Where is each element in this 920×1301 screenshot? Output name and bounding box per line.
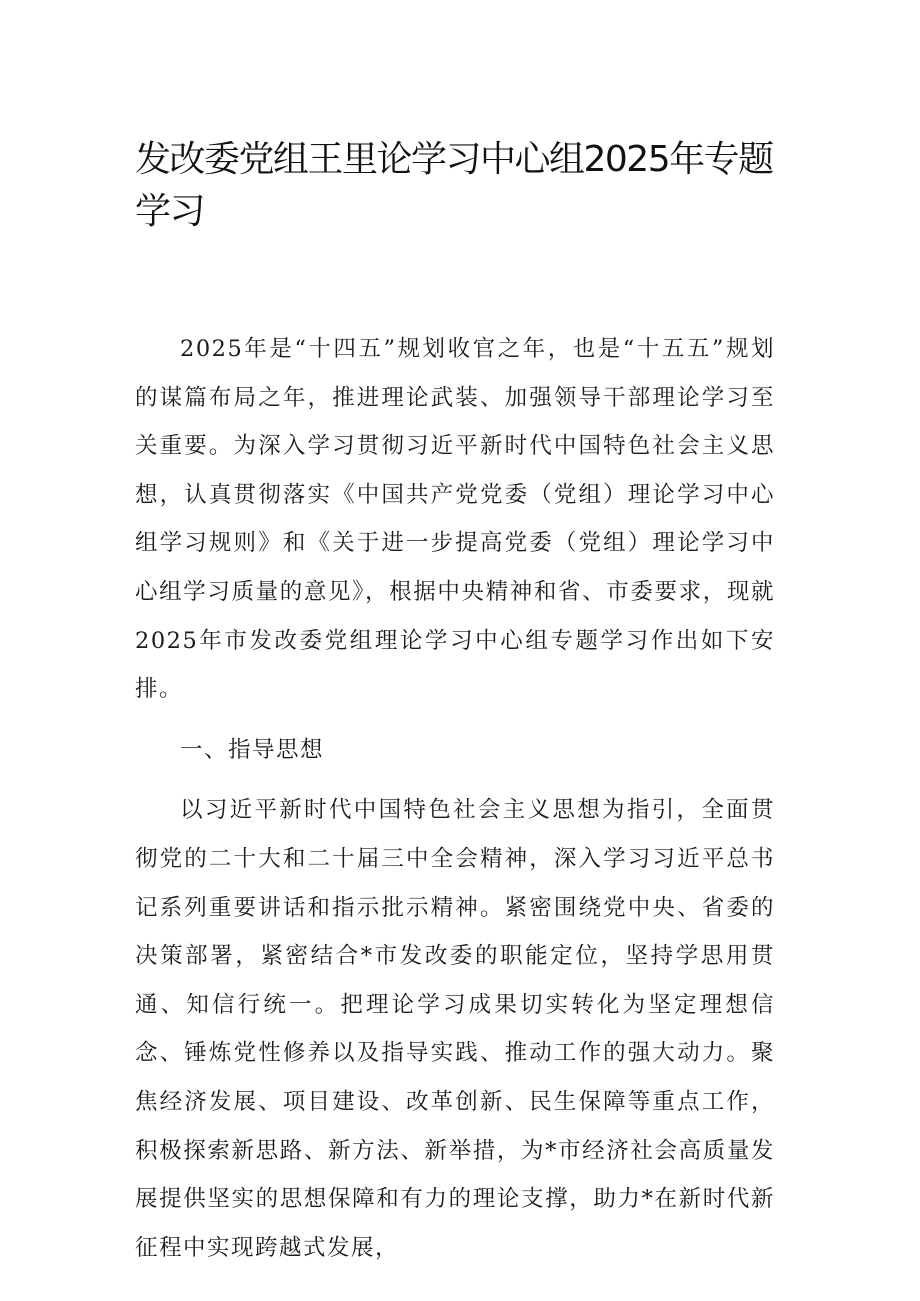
section-heading-guiding-ideology: 一、指导思想 bbox=[180, 736, 325, 763]
document-title: 发改委党组王里论学习中心组2025年专题学习 bbox=[135, 139, 773, 232]
intro-paragraph: 2025年是“十四五”规划收官之年，也是“十五五”规划的谋篇布局之年，推进理论武装、加强领导干部理论学习至关重要。为深入学习贯彻习近平新时代中国特色社会主义思想，认真贯彻落实《中国共产党党委（党组）理论学习中心组学习规则》和《关于进一步提高党委（党组）理论学习中心组学习质量的意见》，根据中央精神和省、市委要求，现就2025年市发改委党组理论学习中心组专题学习作出如下安排。 bbox=[135, 336, 775, 703]
guiding-ideology-paragraph: 以习近平新时代中国特色社会主义思想为指引，全面贯彻党的二十大和二十届三中全会精神，深入学习习近平总书记系列重要讲话和指示批示精神。紧密围绕党中央、省委的决策部署，紧密结合*市发改委的职能定位，坚持学思用贯通、知信行统一。把理论学习成果切实转化为坚定理想信念、锤炼党性修养以及指导实践、推动工作的强大动力。聚焦经济发展、项目建设、改革创新、民生保障等重点工作，积极探索新思路、新方法、新举措，为*市经济社会高质量发展提供坚实的思想保障和有力的理论支撑，助力*在新时代新征程中实现跨越式发展， bbox=[135, 797, 775, 1261]
document-body bbox=[135, 325, 775, 1272]
